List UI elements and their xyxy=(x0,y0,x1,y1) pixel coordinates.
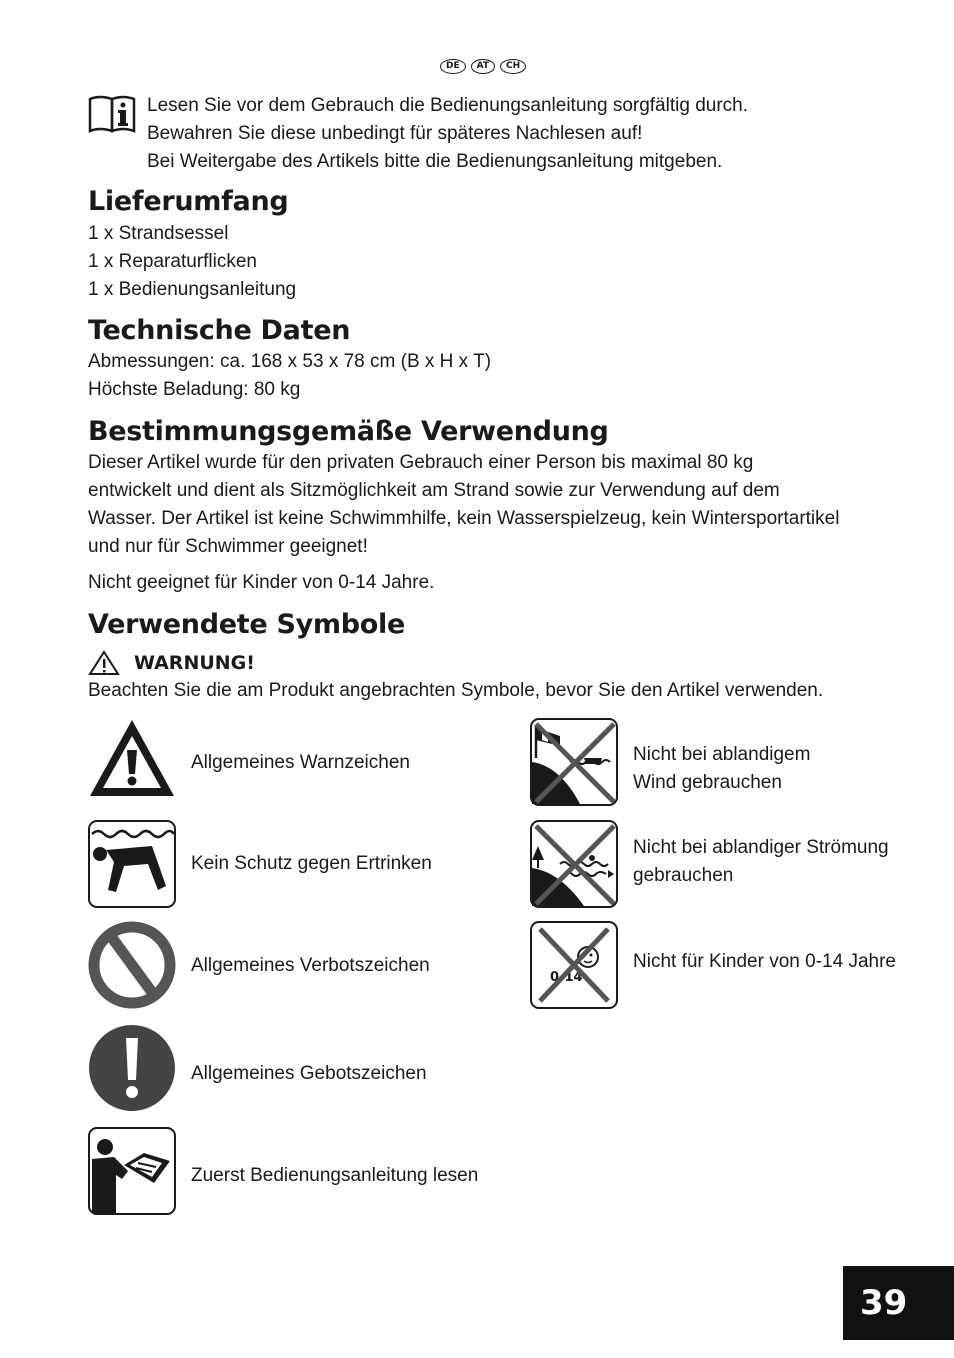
symbol-label-line: Nicht bei ablandigem xyxy=(633,744,811,765)
symbol-label-line: Wind gebrauchen xyxy=(633,772,782,793)
country-badge-ch: CH xyxy=(500,59,526,74)
warning-small-icon xyxy=(88,650,120,676)
intro-line: Lesen Sie vor dem Gebrauch die Bedienungsanleitung sorgfältig durch. xyxy=(147,95,748,116)
read-manual-icon xyxy=(88,1127,176,1215)
symbol-label-current xyxy=(633,834,889,890)
lieferumfang-list xyxy=(88,220,296,304)
age-range-label: 0-14 xyxy=(550,970,583,985)
mandatory-icon xyxy=(88,1024,176,1112)
heading-symbole: Verwendete Symbole xyxy=(88,609,406,640)
symbol-label-line: gebrauchen xyxy=(633,865,734,886)
warning-row xyxy=(88,650,255,676)
warning-triangle-icon xyxy=(88,718,176,806)
symbol-label: Allgemeines Verbotszeichen xyxy=(191,955,430,976)
page-number: 39 xyxy=(843,1266,954,1340)
list-item: 1 x Strandsessel xyxy=(88,223,229,244)
prohibition-icon xyxy=(88,921,176,1009)
paragraph-line: Dieser Artikel wurde für den privaten Gebrauch einer Person bis maximal 80 kg xyxy=(88,452,754,473)
heading-lieferumfang: Lieferumfang xyxy=(88,186,289,217)
intro-text xyxy=(147,92,748,176)
symbol-label-wind xyxy=(633,741,810,797)
list-item: 1 x Bedienungsanleitung xyxy=(88,279,297,300)
symbol-label: Zuerst Bedienungsanleitung lesen xyxy=(191,1165,479,1186)
symbol-label: Allgemeines Gebotszeichen xyxy=(191,1063,427,1084)
symbol-label-children xyxy=(633,948,896,976)
symbol-label: Allgemeines Warnzeichen xyxy=(191,752,410,773)
no-offshore-current-icon xyxy=(530,820,618,908)
paragraph-line: und nur für Schwimmer geeignet! xyxy=(88,536,368,557)
country-badges xyxy=(440,59,526,74)
no-offshore-wind-icon xyxy=(530,718,618,806)
verwendung-note: Nicht geeignet für Kinder von 0-14 Jahre. xyxy=(88,572,435,593)
technische-daten-list xyxy=(88,348,491,404)
heading-verwendung: Bestimmungsgemäße Verwendung xyxy=(88,416,609,447)
info-book-icon xyxy=(88,95,136,133)
paragraph-line: Wasser. Der Artikel ist keine Schwimmhilfe, kein Wasserspielzeug, kein Wintersportartikel xyxy=(88,508,840,529)
no-children-icon xyxy=(530,921,618,1009)
list-item: 1 x Reparaturflicken xyxy=(88,251,257,272)
intro-line: Bewahren Sie diese unbedingt für späteres Nachlesen auf! xyxy=(147,123,643,144)
symbol-label: Kein Schutz gegen Ertrinken xyxy=(191,853,432,874)
country-badge-de: DE xyxy=(440,59,466,74)
list-item: Abmessungen: ca. 168 x 53 x 78 cm (B x H x T) xyxy=(88,351,492,372)
heading-technische-daten: Technische Daten xyxy=(88,315,351,346)
intro-line: Bei Weitergabe des Artikels bitte die Bedienungsanleitung mitgeben. xyxy=(147,151,723,172)
warning-text: Beachten Sie die am Produkt angebrachten Symbole, bevor Sie den Artikel verwenden. xyxy=(88,680,824,701)
no-drowning-protection-icon xyxy=(88,820,176,908)
country-badge-at: AT xyxy=(471,59,495,74)
list-item: Höchste Beladung: 80 kg xyxy=(88,379,301,400)
warning-label: WARNUNG! xyxy=(134,652,255,674)
symbol-label-line: Nicht für Kinder von 0-14 Jahre xyxy=(633,951,896,972)
symbol-label-line: Nicht bei ablandiger Strömung xyxy=(633,837,889,858)
paragraph-line: entwickelt und dient als Sitzmöglichkeit am Strand sowie zur Verwendung auf dem xyxy=(88,480,780,501)
verwendung-text xyxy=(88,449,839,561)
